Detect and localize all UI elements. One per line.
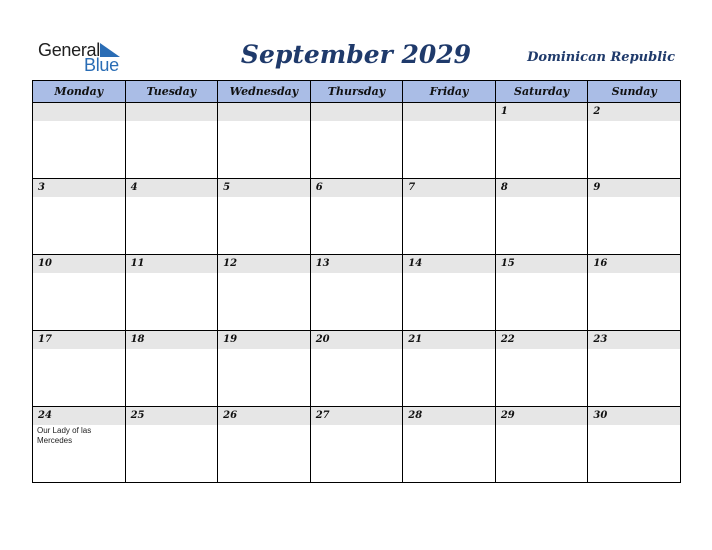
weekday-header: Sunday (588, 81, 681, 103)
day-cell[interactable] (218, 179, 311, 255)
day-cell[interactable] (33, 407, 126, 483)
day-cell[interactable] (125, 407, 218, 483)
day-cell[interactable] (33, 103, 126, 179)
day-number: 12 (218, 255, 310, 273)
day-cell[interactable] (218, 407, 311, 483)
day-cell[interactable] (218, 331, 311, 407)
day-cell[interactable] (310, 179, 403, 255)
day-cell[interactable] (218, 103, 311, 179)
day-cell[interactable] (125, 331, 218, 407)
day-number: 21 (403, 331, 495, 349)
calendar-week-row (33, 255, 681, 331)
day-cell[interactable] (495, 179, 588, 255)
day-cell[interactable] (403, 407, 496, 483)
day-number: 9 (588, 179, 680, 197)
day-cell[interactable] (310, 331, 403, 407)
day-cell[interactable] (33, 331, 126, 407)
day-number: 14 (403, 255, 495, 273)
country-label: Dominican Republic (527, 50, 675, 65)
day-number: 13 (311, 255, 403, 273)
day-number: 15 (496, 255, 588, 273)
calendar-week-row (33, 103, 681, 179)
day-number (403, 103, 495, 121)
day-number: 11 (126, 255, 218, 273)
day-cell[interactable] (33, 179, 126, 255)
day-number: 17 (33, 331, 125, 349)
weekday-header: Saturday (495, 81, 588, 103)
day-number (33, 103, 125, 121)
day-cell[interactable] (495, 331, 588, 407)
day-cell[interactable] (310, 103, 403, 179)
day-cell[interactable] (495, 103, 588, 179)
day-number: 29 (496, 407, 588, 425)
day-cell[interactable] (588, 179, 681, 255)
day-number: 22 (496, 331, 588, 349)
day-cell[interactable] (403, 255, 496, 331)
day-number: 10 (33, 255, 125, 273)
day-number: 16 (588, 255, 680, 273)
day-number: 7 (403, 179, 495, 197)
weekday-header: Tuesday (125, 81, 218, 103)
day-number: 26 (218, 407, 310, 425)
calendar-body (33, 103, 681, 483)
day-number: 25 (126, 407, 218, 425)
day-cell[interactable] (125, 179, 218, 255)
day-cell[interactable] (588, 407, 681, 483)
day-number: 30 (588, 407, 680, 425)
day-number (311, 103, 403, 121)
day-cell[interactable] (588, 331, 681, 407)
day-number: 4 (126, 179, 218, 197)
day-number: 18 (126, 331, 218, 349)
day-number: 23 (588, 331, 680, 349)
logo-text-blue: Blue (84, 55, 119, 75)
weekday-header: Monday (33, 81, 126, 103)
calendar-grid (32, 80, 681, 483)
day-number: 6 (311, 179, 403, 197)
day-number: 28 (403, 407, 495, 425)
day-number: 20 (311, 331, 403, 349)
day-number (218, 103, 310, 121)
day-cell[interactable] (403, 179, 496, 255)
weekday-header-row (33, 81, 681, 103)
day-cell[interactable] (588, 103, 681, 179)
day-cell[interactable] (310, 407, 403, 483)
day-number (126, 103, 218, 121)
day-cell[interactable] (588, 255, 681, 331)
weekday-header: Friday (403, 81, 496, 103)
day-number: 2 (588, 103, 680, 121)
day-cell[interactable] (218, 255, 311, 331)
weekday-header: Wednesday (218, 81, 311, 103)
day-cell[interactable] (310, 255, 403, 331)
day-cell[interactable] (33, 255, 126, 331)
day-number: 5 (218, 179, 310, 197)
day-cell[interactable] (403, 103, 496, 179)
day-cell[interactable] (125, 103, 218, 179)
logo-text-general: General (38, 40, 100, 60)
general-blue-logo (38, 40, 128, 74)
day-number: 3 (33, 179, 125, 197)
calendar-week-row (33, 331, 681, 407)
day-number: 24 (33, 407, 125, 425)
day-number: 8 (496, 179, 588, 197)
day-number: 19 (218, 331, 310, 349)
calendar-week-row (33, 407, 681, 483)
weekday-header: Thursday (310, 81, 403, 103)
day-cell[interactable] (403, 331, 496, 407)
holiday-label: Our Lady of las Mercedes (37, 426, 92, 445)
calendar-week-row (33, 179, 681, 255)
day-number: 1 (496, 103, 588, 121)
day-cell[interactable] (495, 407, 588, 483)
page-title: September 2029 (240, 40, 472, 69)
day-cell[interactable] (495, 255, 588, 331)
day-cell[interactable] (125, 255, 218, 331)
day-number: 27 (311, 407, 403, 425)
